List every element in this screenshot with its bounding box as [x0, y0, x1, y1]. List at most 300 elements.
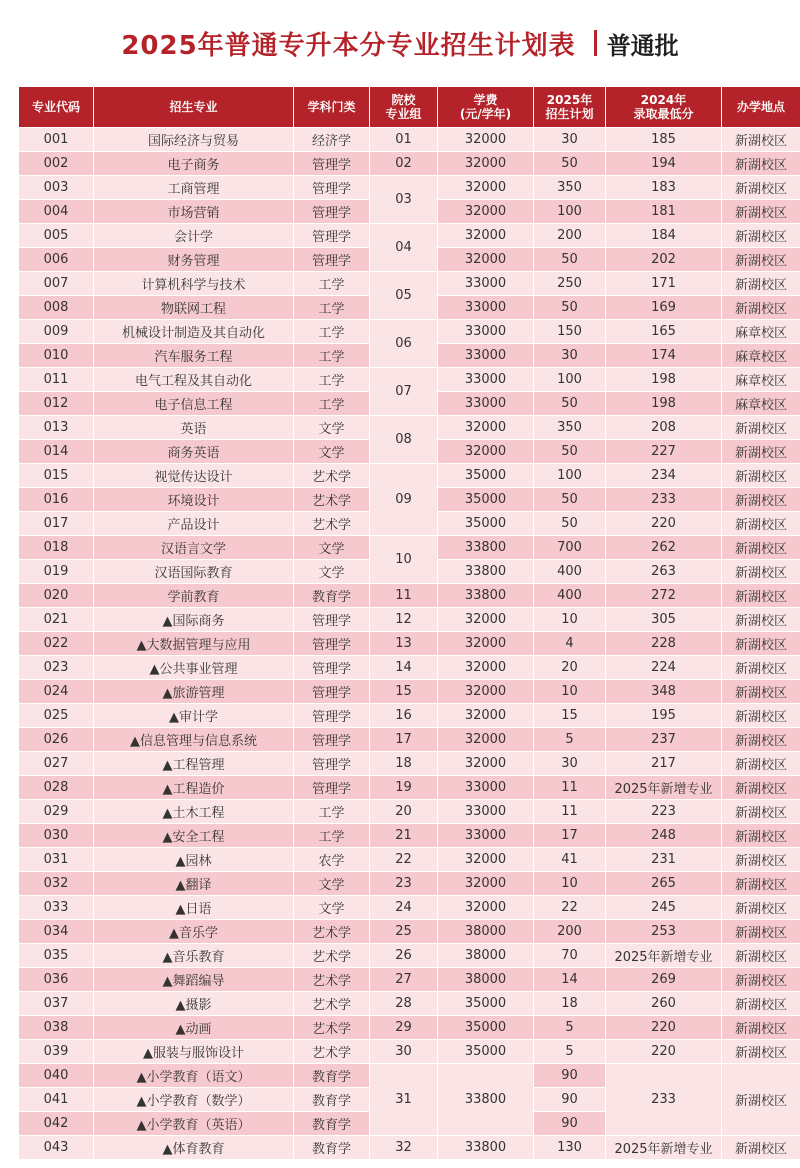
cell-score: 2025年新增专业: [606, 776, 722, 800]
cell-fee: 32000: [438, 128, 534, 152]
cell-code: 037: [19, 992, 94, 1016]
cell-group: 07: [370, 368, 438, 416]
cell-group: 27: [370, 968, 438, 992]
cell-major: 国际经济与贸易: [94, 128, 294, 152]
cell-category: 管理学: [294, 248, 370, 272]
cell-category: 管理学: [294, 680, 370, 704]
cell-code: 031: [19, 848, 94, 872]
cell-fee: 35000: [438, 464, 534, 488]
cell-location: 新湖校区: [722, 200, 800, 224]
cell-plan: 90: [534, 1088, 606, 1112]
cell-plan: 50: [534, 152, 606, 176]
cell-score: 195: [606, 704, 722, 728]
cell-location: 新湖校区: [722, 1016, 800, 1040]
cell-code: 012: [19, 392, 94, 416]
cell-code: 023: [19, 656, 94, 680]
cell-code: 010: [19, 344, 94, 368]
cell-plan: 11: [534, 776, 606, 800]
cell-code: 029: [19, 800, 94, 824]
cell-major: 视觉传达设计: [94, 464, 294, 488]
cell-fee: 32000: [438, 224, 534, 248]
cell-location: 新湖校区: [722, 1040, 800, 1064]
cell-location: 新湖校区: [722, 272, 800, 296]
cell-group: 04: [370, 224, 438, 272]
cell-fee: 35000: [438, 1016, 534, 1040]
cell-location: 新湖校区: [722, 848, 800, 872]
cell-code: 040: [19, 1064, 94, 1088]
page-title: 2025年普通专升本分专业招生计划表: [121, 30, 576, 61]
cell-major: ▲摄影: [94, 992, 294, 1016]
cell-group: 05: [370, 272, 438, 320]
header-score: 2024年 录取最低分: [606, 87, 722, 128]
cell-category: 工学: [294, 320, 370, 344]
cell-code: 018: [19, 536, 94, 560]
cell-major: 产品设计: [94, 512, 294, 536]
cell-group: 24: [370, 896, 438, 920]
cell-category: 艺术学: [294, 488, 370, 512]
cell-category: 管理学: [294, 776, 370, 800]
cell-category: 管理学: [294, 752, 370, 776]
cell-major: ▲工程管理: [94, 752, 294, 776]
table-row: [19, 632, 800, 656]
cell-score: 348: [606, 680, 722, 704]
cell-plan: 200: [534, 920, 606, 944]
cell-score: 2025年新增专业: [606, 1136, 722, 1160]
cell-plan: 50: [534, 392, 606, 416]
cell-code: 014: [19, 440, 94, 464]
cell-score: 245: [606, 896, 722, 920]
cell-score: 262: [606, 536, 722, 560]
cell-category: 教育学: [294, 584, 370, 608]
table-row: [19, 920, 800, 944]
cell-major: 会计学: [94, 224, 294, 248]
cell-location: 麻章校区: [722, 392, 800, 416]
cell-score: 237: [606, 728, 722, 752]
cell-major: ▲音乐教育: [94, 944, 294, 968]
cell-fee: 33000: [438, 368, 534, 392]
cell-plan: 400: [534, 584, 606, 608]
cell-category: 农学: [294, 848, 370, 872]
cell-category: 管理学: [294, 152, 370, 176]
cell-location: 新湖校区: [722, 536, 800, 560]
cell-plan: 10: [534, 608, 606, 632]
cell-code: 030: [19, 824, 94, 848]
cell-category: 文学: [294, 896, 370, 920]
enrollment-table: [18, 86, 800, 1160]
cell-fee: 33000: [438, 320, 534, 344]
cell-plan: 50: [534, 440, 606, 464]
cell-code: 043: [19, 1136, 94, 1160]
cell-group: 16: [370, 704, 438, 728]
cell-plan: 22: [534, 896, 606, 920]
cell-fee: 32000: [438, 176, 534, 200]
table-row: [19, 896, 800, 920]
cell-location: 新湖校区: [722, 1136, 800, 1160]
cell-score: 305: [606, 608, 722, 632]
cell-location: 新湖校区: [722, 944, 800, 968]
cell-group: 28: [370, 992, 438, 1016]
cell-location: 新湖校区: [722, 776, 800, 800]
cell-major: ▲日语: [94, 896, 294, 920]
table-row: [19, 176, 800, 200]
cell-score: 194: [606, 152, 722, 176]
cell-score: 227: [606, 440, 722, 464]
cell-code: 042: [19, 1112, 94, 1136]
cell-fee: 38000: [438, 920, 534, 944]
table-row: [19, 872, 800, 896]
cell-plan: 400: [534, 560, 606, 584]
cell-score: 265: [606, 872, 722, 896]
cell-fee: 32000: [438, 728, 534, 752]
cell-code: 015: [19, 464, 94, 488]
cell-location: 新湖校区: [722, 920, 800, 944]
cell-major: ▲工程造价: [94, 776, 294, 800]
cell-major: 财务管理: [94, 248, 294, 272]
cell-location: 新湖校区: [722, 560, 800, 584]
cell-group: 30: [370, 1040, 438, 1064]
table-row: [19, 992, 800, 1016]
cell-location: 新湖校区: [722, 968, 800, 992]
cell-location: 新湖校区: [722, 728, 800, 752]
cell-category: 经济学: [294, 128, 370, 152]
cell-fee: 33000: [438, 776, 534, 800]
cell-code: 004: [19, 200, 94, 224]
cell-category: 管理学: [294, 224, 370, 248]
cell-fee: 32000: [438, 848, 534, 872]
cell-fee: 32000: [438, 680, 534, 704]
cell-category: 艺术学: [294, 1016, 370, 1040]
cell-code: 041: [19, 1088, 94, 1112]
cell-code: 039: [19, 1040, 94, 1064]
table-row: [19, 464, 800, 488]
cell-plan: 350: [534, 176, 606, 200]
cell-score: 263: [606, 560, 722, 584]
cell-fee: 32000: [438, 608, 534, 632]
cell-fee: 35000: [438, 488, 534, 512]
cell-score: 202: [606, 248, 722, 272]
cell-group: 32: [370, 1136, 438, 1160]
cell-location: 新湖校区: [722, 440, 800, 464]
cell-major: ▲土木工程: [94, 800, 294, 824]
cell-plan: 4: [534, 632, 606, 656]
cell-location: 新湖校区: [722, 632, 800, 656]
cell-category: 艺术学: [294, 992, 370, 1016]
cell-score: 269: [606, 968, 722, 992]
cell-score: 165: [606, 320, 722, 344]
cell-score: 185: [606, 128, 722, 152]
cell-major: 机械设计制造及其自动化: [94, 320, 294, 344]
cell-code: 026: [19, 728, 94, 752]
cell-fee: 33000: [438, 296, 534, 320]
cell-score: 183: [606, 176, 722, 200]
cell-fee: 32000: [438, 248, 534, 272]
cell-group: 15: [370, 680, 438, 704]
cell-fee: 32000: [438, 152, 534, 176]
table-row: [19, 1016, 800, 1040]
cell-location: 麻章校区: [722, 344, 800, 368]
cell-major: ▲小学教育（英语）: [94, 1112, 294, 1136]
cell-category: 文学: [294, 872, 370, 896]
cell-major: ▲小学教育（数学）: [94, 1088, 294, 1112]
cell-major: ▲信息管理与信息系统: [94, 728, 294, 752]
cell-major: 学前教育: [94, 584, 294, 608]
cell-plan: 350: [534, 416, 606, 440]
table-row: [19, 608, 800, 632]
cell-score: 233: [606, 488, 722, 512]
cell-major: ▲公共事业管理: [94, 656, 294, 680]
cell-category: 管理学: [294, 704, 370, 728]
cell-category: 文学: [294, 440, 370, 464]
header-plan: 2025年 招生计划: [534, 87, 606, 128]
cell-fee: 33000: [438, 392, 534, 416]
cell-major: 商务英语: [94, 440, 294, 464]
cell-code: 032: [19, 872, 94, 896]
cell-group: 29: [370, 1016, 438, 1040]
cell-category: 工学: [294, 824, 370, 848]
cell-plan: 5: [534, 1016, 606, 1040]
cell-code: 001: [19, 128, 94, 152]
cell-plan: 50: [534, 296, 606, 320]
cell-plan: 100: [534, 368, 606, 392]
table-row: [19, 800, 800, 824]
cell-group: 26: [370, 944, 438, 968]
cell-plan: 10: [534, 680, 606, 704]
header-category: 学科门类: [294, 87, 370, 128]
cell-category: 工学: [294, 368, 370, 392]
cell-plan: 17: [534, 824, 606, 848]
cell-major: ▲小学教育（语文）: [94, 1064, 294, 1088]
cell-plan: 50: [534, 248, 606, 272]
cell-location: 新湖校区: [722, 176, 800, 200]
cell-code: 011: [19, 368, 94, 392]
cell-location: 新湖校区: [722, 752, 800, 776]
cell-fee: 35000: [438, 1040, 534, 1064]
table-row: [19, 680, 800, 704]
header-fee: 学费 (元/学年): [438, 87, 534, 128]
cell-group: 13: [370, 632, 438, 656]
cell-major: ▲大数据管理与应用: [94, 632, 294, 656]
cell-category: 管理学: [294, 656, 370, 680]
cell-score: 220: [606, 1040, 722, 1064]
cell-fee: 32000: [438, 656, 534, 680]
cell-fee: 33800: [438, 1136, 534, 1160]
cell-location: 新湖校区: [722, 416, 800, 440]
cell-location: 新湖校区: [722, 608, 800, 632]
cell-score: 253: [606, 920, 722, 944]
cell-location: 新湖校区: [722, 128, 800, 152]
cell-score: 208: [606, 416, 722, 440]
cell-category: 管理学: [294, 176, 370, 200]
cell-group: 19: [370, 776, 438, 800]
table-row: [19, 1040, 800, 1064]
table-row: [19, 752, 800, 776]
cell-location: 新湖校区: [722, 992, 800, 1016]
cell-category: 文学: [294, 560, 370, 584]
cell-major: ▲园林: [94, 848, 294, 872]
cell-code: 035: [19, 944, 94, 968]
cell-category: 艺术学: [294, 920, 370, 944]
cell-group: 31: [370, 1064, 438, 1136]
cell-location: 新湖校区: [722, 824, 800, 848]
cell-score: 272: [606, 584, 722, 608]
cell-code: 038: [19, 1016, 94, 1040]
cell-code: 033: [19, 896, 94, 920]
table-row: [19, 152, 800, 176]
cell-category: 艺术学: [294, 464, 370, 488]
cell-code: 034: [19, 920, 94, 944]
cell-code: 008: [19, 296, 94, 320]
table-row: [19, 536, 800, 560]
cell-plan: 18: [534, 992, 606, 1016]
cell-category: 教育学: [294, 1088, 370, 1112]
cell-location: 麻章校区: [722, 320, 800, 344]
cell-major: 计算机科学与技术: [94, 272, 294, 296]
cell-code: 006: [19, 248, 94, 272]
title-bar: [0, 0, 800, 86]
cell-major: 英语: [94, 416, 294, 440]
cell-plan: 5: [534, 728, 606, 752]
cell-location: 新湖校区: [722, 464, 800, 488]
cell-location: 新湖校区: [722, 704, 800, 728]
cell-plan: 700: [534, 536, 606, 560]
cell-major: ▲体育教育: [94, 1136, 294, 1160]
cell-plan: 50: [534, 512, 606, 536]
cell-category: 教育学: [294, 1136, 370, 1160]
cell-major: 汉语国际教育: [94, 560, 294, 584]
cell-fee: 32000: [438, 704, 534, 728]
cell-fee: 33000: [438, 272, 534, 296]
cell-location: 新湖校区: [722, 680, 800, 704]
cell-location: 新湖校区: [722, 1064, 800, 1136]
cell-code: 017: [19, 512, 94, 536]
table-row: [19, 704, 800, 728]
table-row: [19, 128, 800, 152]
cell-code: 020: [19, 584, 94, 608]
cell-major: ▲审计学: [94, 704, 294, 728]
cell-fee: 32000: [438, 872, 534, 896]
cell-group: 12: [370, 608, 438, 632]
cell-score: 198: [606, 368, 722, 392]
cell-plan: 15: [534, 704, 606, 728]
cell-code: 013: [19, 416, 94, 440]
cell-plan: 90: [534, 1112, 606, 1136]
cell-fee: 38000: [438, 968, 534, 992]
cell-category: 工学: [294, 392, 370, 416]
cell-code: 009: [19, 320, 94, 344]
cell-code: 007: [19, 272, 94, 296]
cell-fee: 33800: [438, 560, 534, 584]
cell-fee: 38000: [438, 944, 534, 968]
cell-category: 管理学: [294, 632, 370, 656]
cell-category: 工学: [294, 296, 370, 320]
cell-major: ▲音乐学: [94, 920, 294, 944]
cell-plan: 50: [534, 488, 606, 512]
cell-code: 036: [19, 968, 94, 992]
cell-location: 新湖校区: [722, 296, 800, 320]
cell-fee: 35000: [438, 512, 534, 536]
batch-label: 普通批: [606, 31, 679, 60]
cell-category: 文学: [294, 416, 370, 440]
cell-location: 新湖校区: [722, 512, 800, 536]
cell-group: 20: [370, 800, 438, 824]
table-row: [19, 320, 800, 344]
cell-major: 电子商务: [94, 152, 294, 176]
cell-plan: 100: [534, 464, 606, 488]
cell-score: 233: [606, 1064, 722, 1136]
cell-group: 25: [370, 920, 438, 944]
cell-score: 228: [606, 632, 722, 656]
cell-code: 003: [19, 176, 94, 200]
cell-plan: 14: [534, 968, 606, 992]
cell-group: 01: [370, 128, 438, 152]
table-row: [19, 224, 800, 248]
cell-location: 新湖校区: [722, 584, 800, 608]
cell-major: ▲国际商务: [94, 608, 294, 632]
cell-fee: 32000: [438, 200, 534, 224]
cell-category: 工学: [294, 344, 370, 368]
cell-category: 工学: [294, 272, 370, 296]
cell-location: 新湖校区: [722, 152, 800, 176]
cell-category: 工学: [294, 800, 370, 824]
cell-score: 217: [606, 752, 722, 776]
table-row: [19, 776, 800, 800]
cell-category: 艺术学: [294, 1040, 370, 1064]
table-row: [19, 1136, 800, 1160]
cell-major: ▲安全工程: [94, 824, 294, 848]
cell-fee: 32000: [438, 632, 534, 656]
table-row: [19, 824, 800, 848]
cell-score: 181: [606, 200, 722, 224]
table-row: [19, 848, 800, 872]
cell-code: 028: [19, 776, 94, 800]
cell-group: 06: [370, 320, 438, 368]
cell-fee: 35000: [438, 992, 534, 1016]
table-row: [19, 728, 800, 752]
cell-major: 电气工程及其自动化: [94, 368, 294, 392]
cell-fee: 32000: [438, 440, 534, 464]
cell-fee: 32000: [438, 416, 534, 440]
cell-major: 工商管理: [94, 176, 294, 200]
table-row: [19, 656, 800, 680]
cell-plan: 10: [534, 872, 606, 896]
table-header-row: [19, 87, 800, 128]
cell-location: 新湖校区: [722, 488, 800, 512]
cell-major: ▲旅游管理: [94, 680, 294, 704]
cell-plan: 150: [534, 320, 606, 344]
cell-group: 18: [370, 752, 438, 776]
cell-fee: 32000: [438, 752, 534, 776]
cell-score: 174: [606, 344, 722, 368]
cell-group: 08: [370, 416, 438, 464]
cell-score: 248: [606, 824, 722, 848]
cell-fee: 33800: [438, 536, 534, 560]
cell-major: 市场营销: [94, 200, 294, 224]
cell-score: 169: [606, 296, 722, 320]
cell-category: 艺术学: [294, 512, 370, 536]
cell-group: 22: [370, 848, 438, 872]
cell-score: 220: [606, 1016, 722, 1040]
cell-score: 2025年新增专业: [606, 944, 722, 968]
cell-code: 025: [19, 704, 94, 728]
table-row: [19, 584, 800, 608]
cell-major: 环境设计: [94, 488, 294, 512]
table-row: [19, 416, 800, 440]
header-location: 办学地点: [722, 87, 800, 128]
cell-category: 管理学: [294, 200, 370, 224]
cell-group: 03: [370, 176, 438, 224]
cell-major: 汉语言文学: [94, 536, 294, 560]
cell-score: 223: [606, 800, 722, 824]
